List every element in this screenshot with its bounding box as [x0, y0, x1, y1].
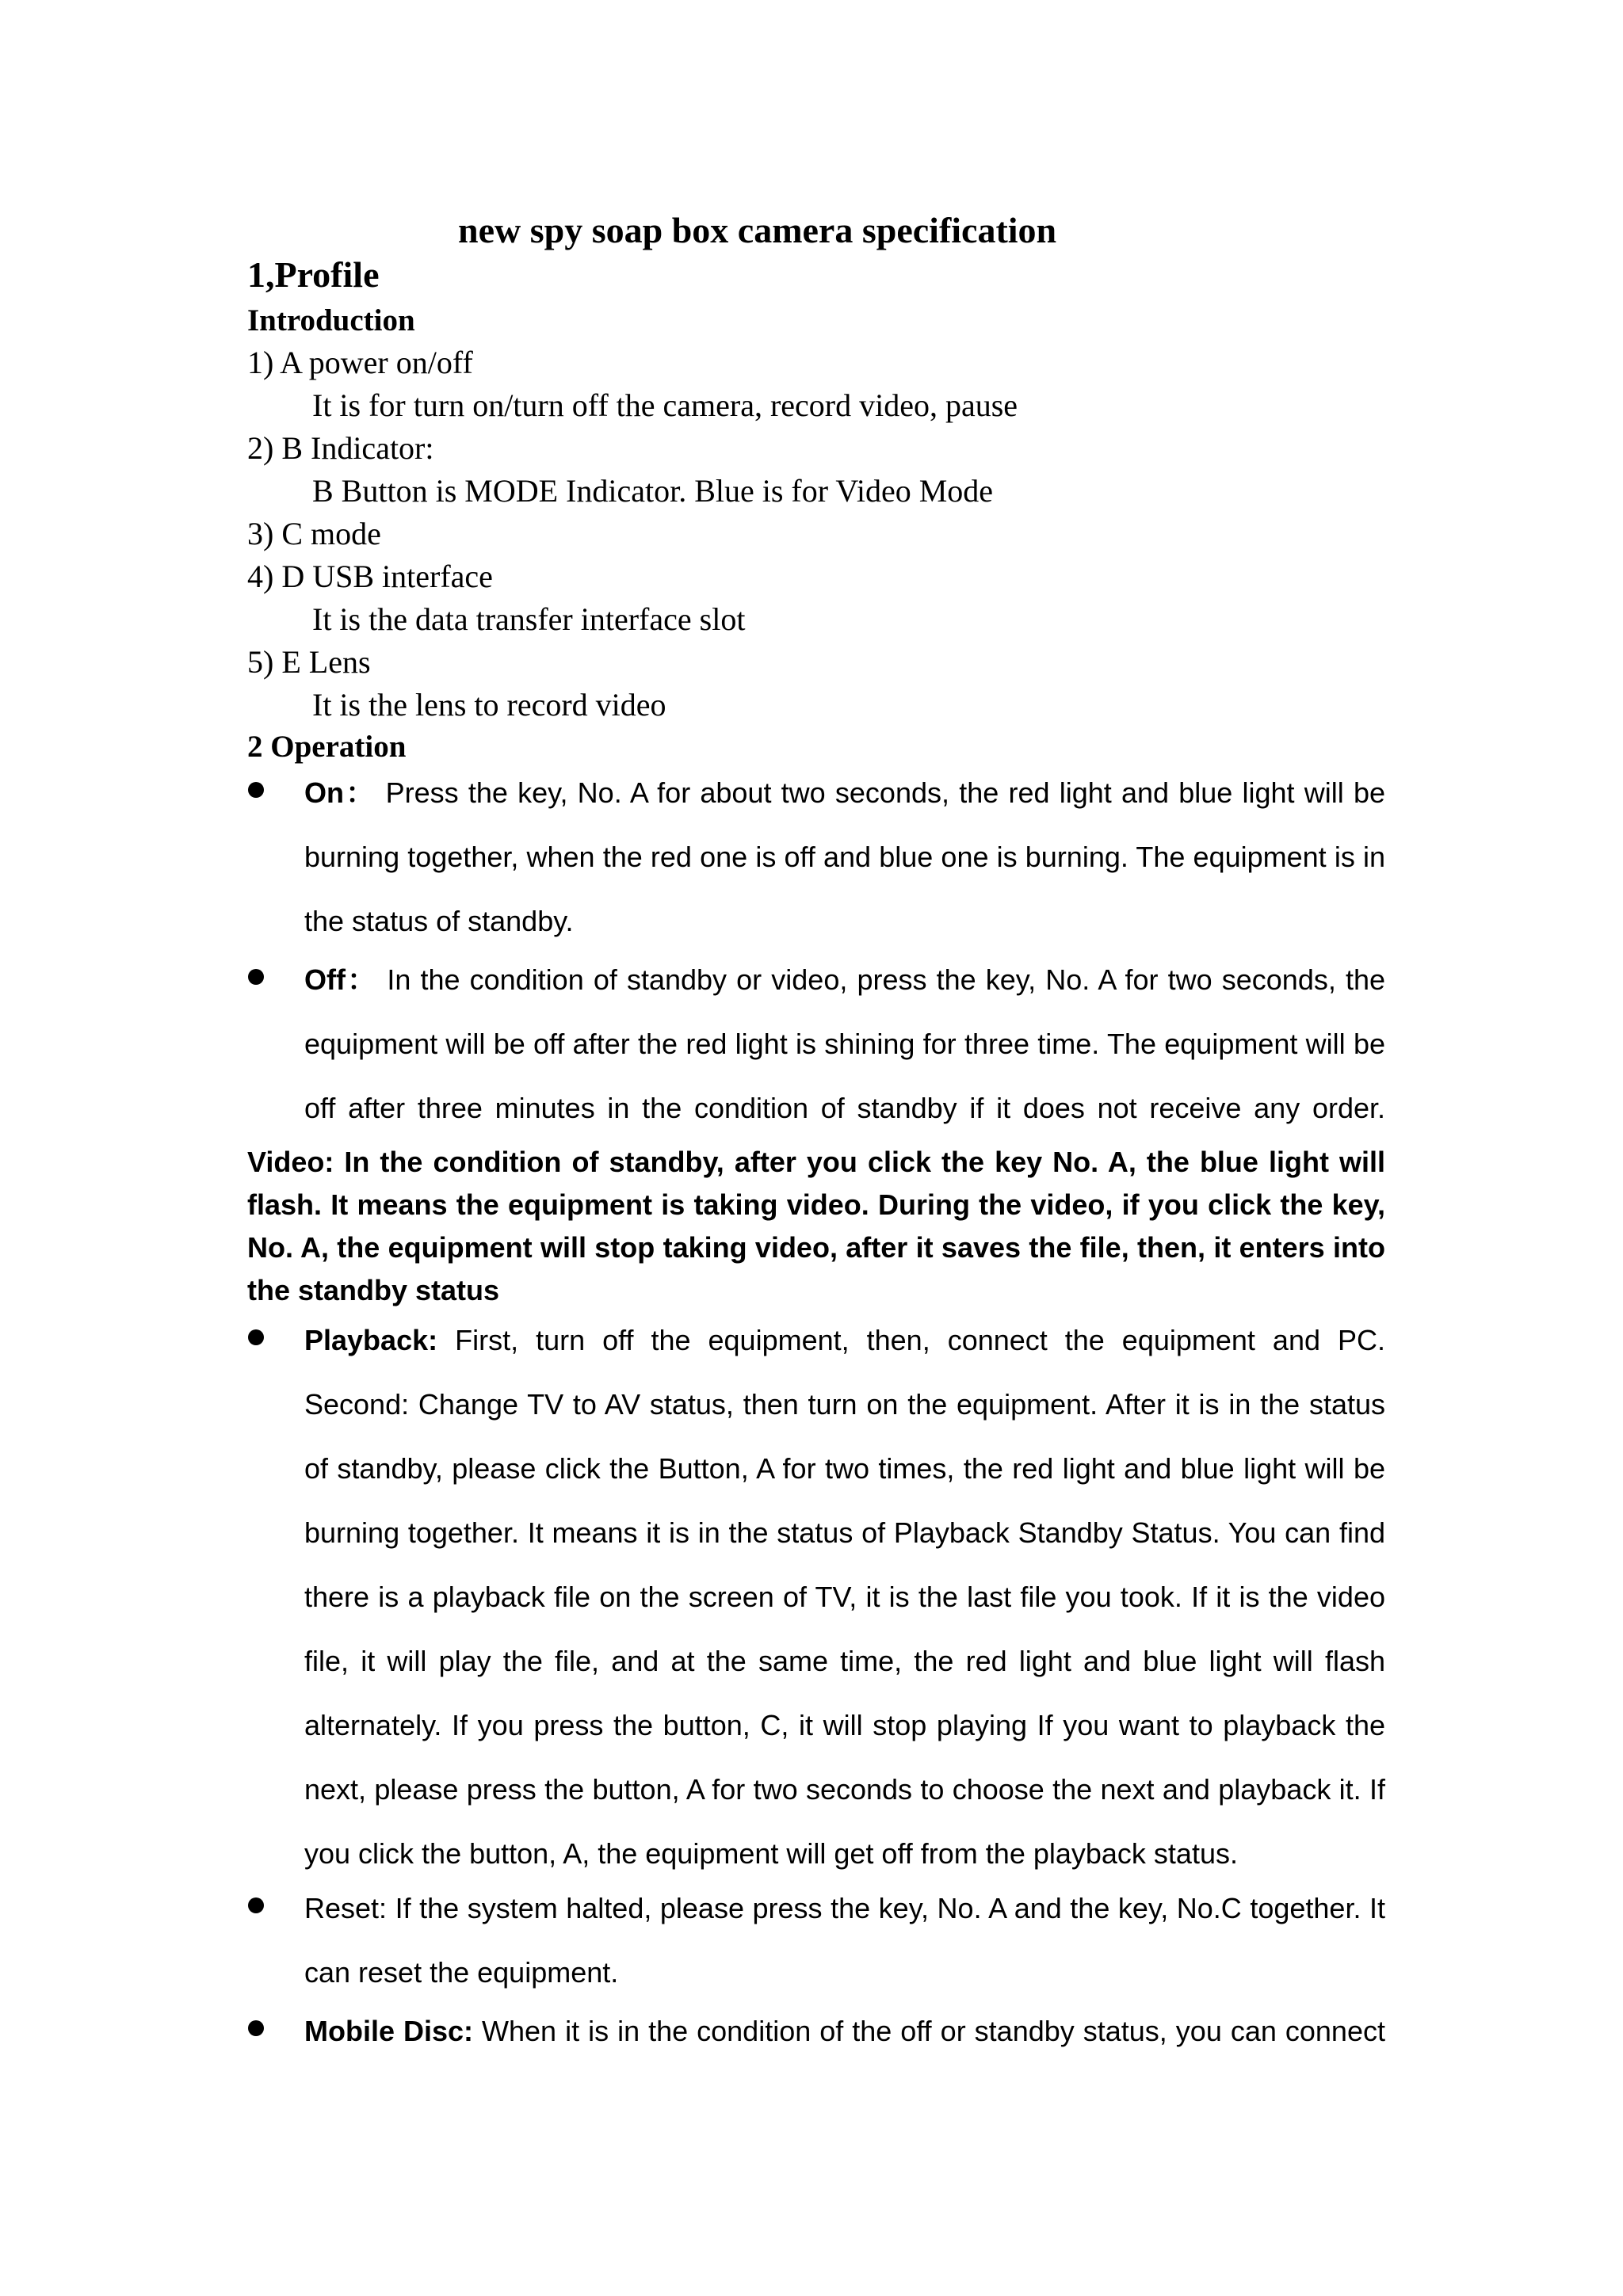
off-label: Off： — [304, 963, 378, 996]
reset-text: Reset: If the system halted, please press the key, No. A and the key, No.C together. It can reset the equipment. — [304, 1892, 1385, 1989]
mobile-disc-label: Mobile Disc: — [304, 2015, 474, 2047]
document-title: new spy soap box camera specification — [458, 210, 1057, 250]
profile-item-b-desc: B Button is MODE Indicator. Blue is for Video Mode — [312, 473, 994, 509]
on-text: Press the key, No. A for about two seconds, the red light and blue light will be burning together, when the red one is off and blue one is burning. The equipment is in the status of standby. — [304, 776, 1385, 937]
profile-item-d-desc: It is the data transfer interface slot — [312, 601, 746, 637]
on-instruction — [304, 761, 1385, 953]
bullet-icon — [248, 2020, 264, 2036]
video-instruction: Video: In the condition of standby, after you click the key No. A, the blue light will flash. It means the equipment is taking video. During the video, if you click the key, No. A, the equipment will stop taking video, after it saves the file, then, it enters into the standby status — [247, 1146, 1385, 1306]
profile-item-a-label: 1) A power on/off — [247, 345, 473, 380]
bullet-icon — [248, 969, 264, 985]
introduction-heading: Introduction — [247, 303, 415, 338]
reset-instruction — [304, 1876, 1385, 2004]
profile-item-e-label: 5) E Lens — [247, 644, 371, 680]
profile-item-e-desc: It is the lens to record video — [312, 687, 666, 723]
on-label: On： — [304, 776, 376, 809]
profile-item-d-label: 4) D USB interface — [247, 559, 493, 594]
operation-heading: 2 Operation — [247, 730, 407, 764]
profile-item-c-label: 3) C mode — [247, 516, 381, 551]
mobile-disc-instruction — [304, 1999, 1385, 2063]
profile-item-a-desc: It is for turn on/turn off the camera, record video, pause — [312, 387, 1018, 423]
off-instruction — [304, 948, 1385, 1140]
bullet-icon — [248, 1329, 264, 1345]
mobile-disc-text: When it is in the condition of the off or standby status, you can connect — [482, 2015, 1385, 2047]
playback-text: First, turn off the equipment, then, connect the equipment and PC. Second: Change TV to AV status, then turn on the equipment. After it is in the status of standby, please click the Button, A for two times, the red light and blue light will be burning together. It means it is in the status of Playback Standby Status. You can find there is a playback file on the screen of TV, it is the last file you took. If it is the video file, it will play the file, and at the same time, the red light and blue light will flash alternately. If you press the button, C, it will stop playing If you want to playback the next, please press the button, A for two seconds to choose the next and playback it. If you click the button, A, the equipment will get off from the playback status. — [304, 1324, 1385, 1870]
playback-instruction — [304, 1308, 1385, 1886]
profile-heading: 1,Profile — [247, 254, 380, 295]
bullet-icon — [248, 1897, 264, 1913]
profile-item-b-label: 2) B Indicator: — [247, 430, 434, 466]
bullet-icon — [248, 782, 264, 798]
off-text: In the condition of standby or video, press the key, No. A for two seconds, the equipment will be off after the red light is shining for three time. The equipment will be off after three minutes in the condition of standby if it does not receive any order. — [304, 963, 1385, 1124]
playback-label: Playback: — [304, 1324, 438, 1356]
